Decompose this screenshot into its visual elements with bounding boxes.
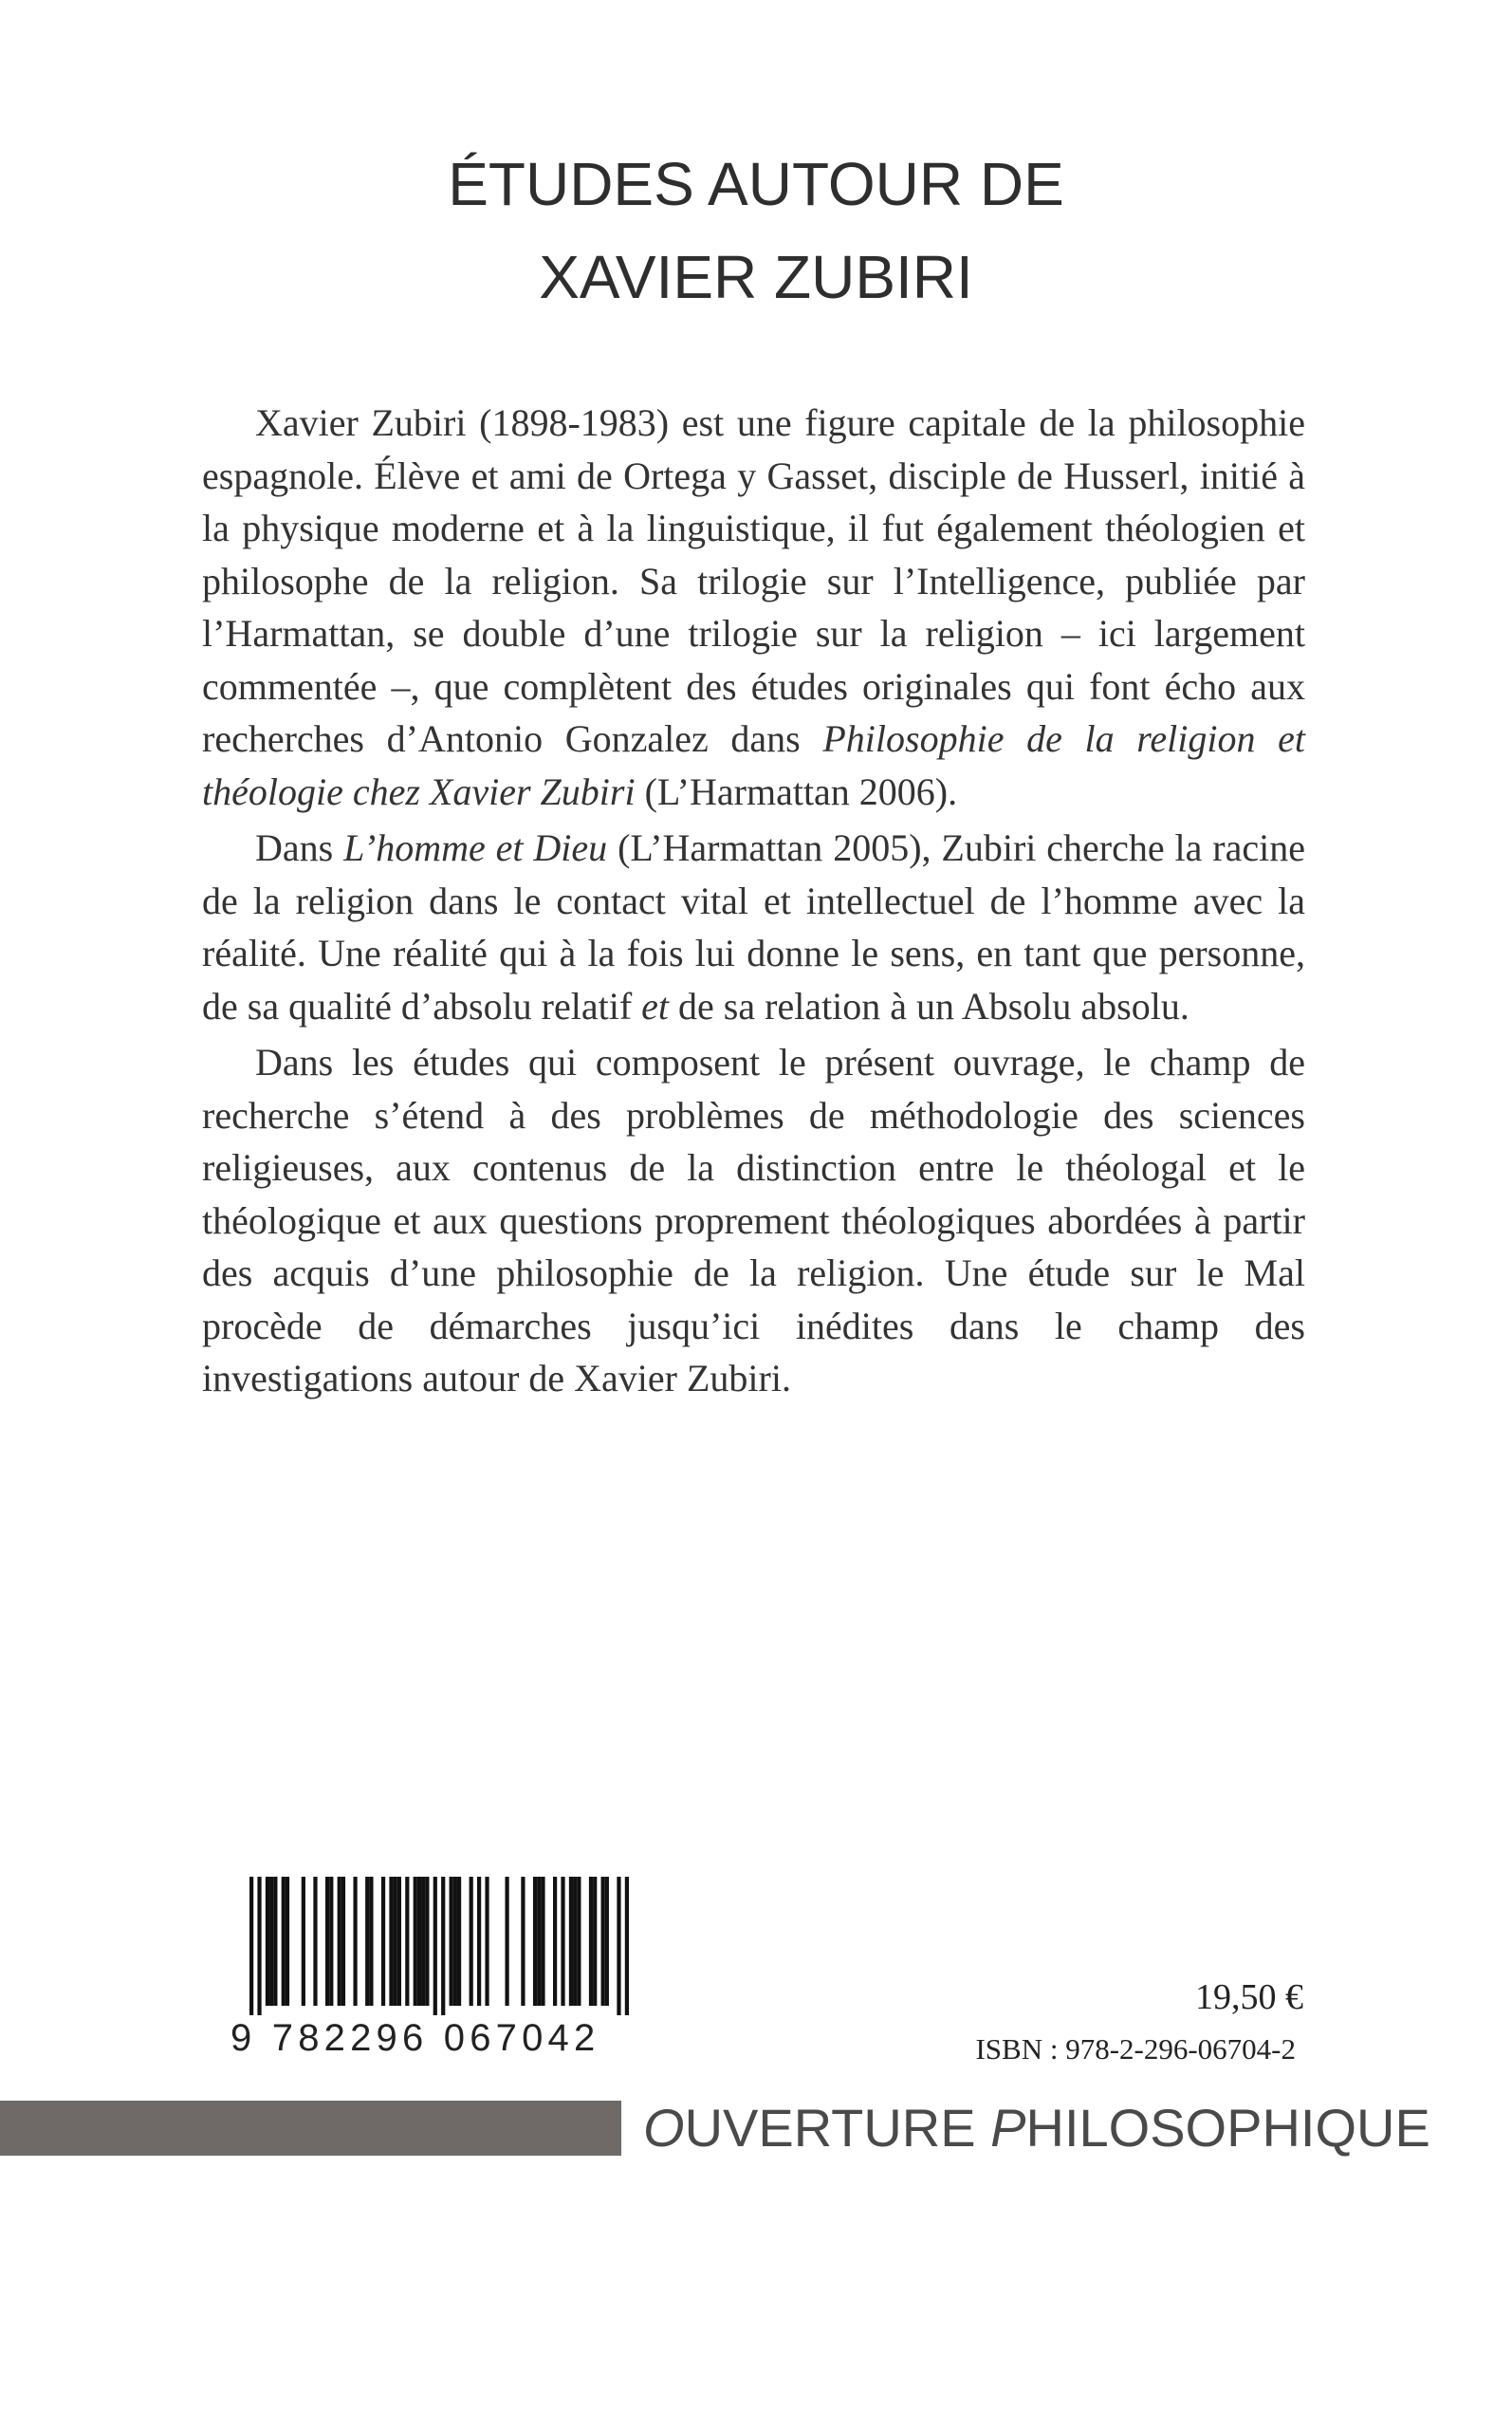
barcode-bar	[477, 1877, 481, 2006]
barcode-bar	[470, 1877, 473, 2006]
barcode-bar	[282, 1877, 286, 2006]
barcode-bar	[286, 1877, 289, 2006]
barcode-bar	[353, 1877, 357, 2006]
barcode-bar	[605, 1877, 609, 2006]
barcode-bar	[394, 1877, 397, 2006]
paragraph-1-text-end: (L’Harmattan 2006).	[635, 769, 958, 813]
barcode-bar	[625, 1877, 629, 2015]
series-initial-o: O	[643, 2098, 685, 2158]
barcode-bar	[389, 1877, 393, 2006]
barcode-bar	[365, 1877, 369, 2006]
series-color-bar	[0, 2101, 621, 2156]
book-title	[0, 138, 1512, 324]
paragraph-1-text: Xavier Zubiri (1898-1983) est une figure capitale de la philosophie espagnole. Élève et ami de Ortega y Gasset, disciple de Husserl, initié à la physique moderne et à la linguistique, il fut également théologien et philosophe de la religion. Sa trilogie sur l’Intelligence, publiée par l’Harmattan, se double d’une trilogie sur la religion – ici largement commentée –, que complètent des études originales qui font écho aux recherches d’Antonio Gonzalez dans	[202, 401, 1305, 760]
barcode-bar	[249, 1877, 253, 2015]
barcode-bar	[457, 1877, 461, 2006]
barcode-bar	[417, 1877, 421, 2006]
barcode-bar	[273, 1877, 277, 2006]
barcode-bar	[313, 1877, 317, 2006]
paragraph-2-text: Dans	[255, 826, 344, 869]
barcode-bar	[553, 1877, 557, 2006]
series-word-1: UVERTURE	[684, 2098, 991, 2158]
barcode-bar	[537, 1877, 541, 2006]
barcode-bar	[601, 1877, 605, 2006]
barcode-bar	[269, 1877, 273, 2006]
series-initial-p: P	[990, 2098, 1026, 2158]
paragraph-2-book-title: L’homme et Dieu	[343, 826, 608, 869]
title-line-2: XAVIER ZUBIRI	[539, 243, 973, 311]
barcode-bar	[441, 1877, 445, 2015]
barcode-bar	[266, 1877, 269, 2006]
barcode-bar	[505, 1877, 508, 2006]
paragraph-1-book-title: Philosophie de la religion et théologie chez Xavier Zubiri	[202, 717, 1305, 813]
series-word-2: HILOSOPHIQUE	[1025, 2098, 1430, 2158]
barcode-bar	[433, 1877, 437, 2015]
barcode-bar	[338, 1877, 341, 2006]
paragraph-2-text-middle: (L’Harmattan 2005), Zubiri cherche la racine de la religion dans le contact vital et intellectuel de l’homme avec la réalité. Une réalité qui à la fois lui donne le sens, en tant que personne, de sa qualité d’absolu relatif	[202, 826, 1305, 1028]
paragraph-2	[202, 822, 1305, 1032]
barcode-bars	[230, 1877, 629, 2015]
paragraph-2-text-end: de sa relation à un Absolu absolu.	[669, 984, 1189, 1028]
barcode-bar	[341, 1877, 345, 2006]
barcode-bar	[369, 1877, 373, 2006]
paragraph-2-emphasis: et	[641, 984, 670, 1028]
barcode-bar	[421, 1877, 425, 2006]
barcode-bar	[329, 1877, 333, 2006]
series-name	[643, 2097, 1430, 2159]
barcode-bar	[561, 1877, 564, 2006]
barcode-bar	[450, 1877, 453, 2006]
barcode-bar	[414, 1877, 417, 2006]
barcode-bar	[425, 1877, 429, 2006]
barcode-bar	[589, 1877, 593, 2006]
title-line-1: ÉTUDES AUTOUR DE	[448, 150, 1064, 218]
barcode-bar	[521, 1877, 525, 2006]
paragraph-3: Dans les études qui composent le présent ouvrage, le champ de recherche s’étend à des problèmes de méthodologie des sciences religieuses, aux contenus de la distinction entre le théologal et le théologique et aux questions proprement théologiques abordées à partir des acquis d’une philosophie de la religion. Une étude sur le Mal procède de démarches jusqu’ici inédites dans le champ des investigations autour de Xavier Zubiri.	[202, 1041, 1305, 1399]
barcode-bar	[381, 1877, 385, 2006]
barcode-bar	[541, 1877, 544, 2006]
barcode-digits: 9 782296 067042	[230, 2017, 600, 2059]
barcode-bar	[617, 1877, 620, 2015]
barcode-bar	[302, 1877, 305, 2006]
barcode-bar	[485, 1877, 489, 2006]
barcode-bar	[573, 1877, 577, 2006]
back-cover-blurb	[202, 397, 1305, 1405]
isbn: ISBN : 978-2-296-06704-2	[975, 2032, 1296, 2066]
paragraph-1	[202, 397, 1305, 818]
barcode-bar	[577, 1877, 581, 2006]
barcode-bar	[569, 1877, 573, 2006]
barcode-bar	[593, 1877, 597, 2006]
barcode-bar	[397, 1877, 401, 2006]
barcode-bar	[533, 1877, 537, 2006]
barcode-bar	[257, 1877, 261, 2015]
barcode-bar	[453, 1877, 457, 2006]
price: 19,50 €	[1195, 1977, 1303, 2017]
barcode-bar	[405, 1877, 409, 2006]
barcode-bar	[325, 1877, 329, 2006]
